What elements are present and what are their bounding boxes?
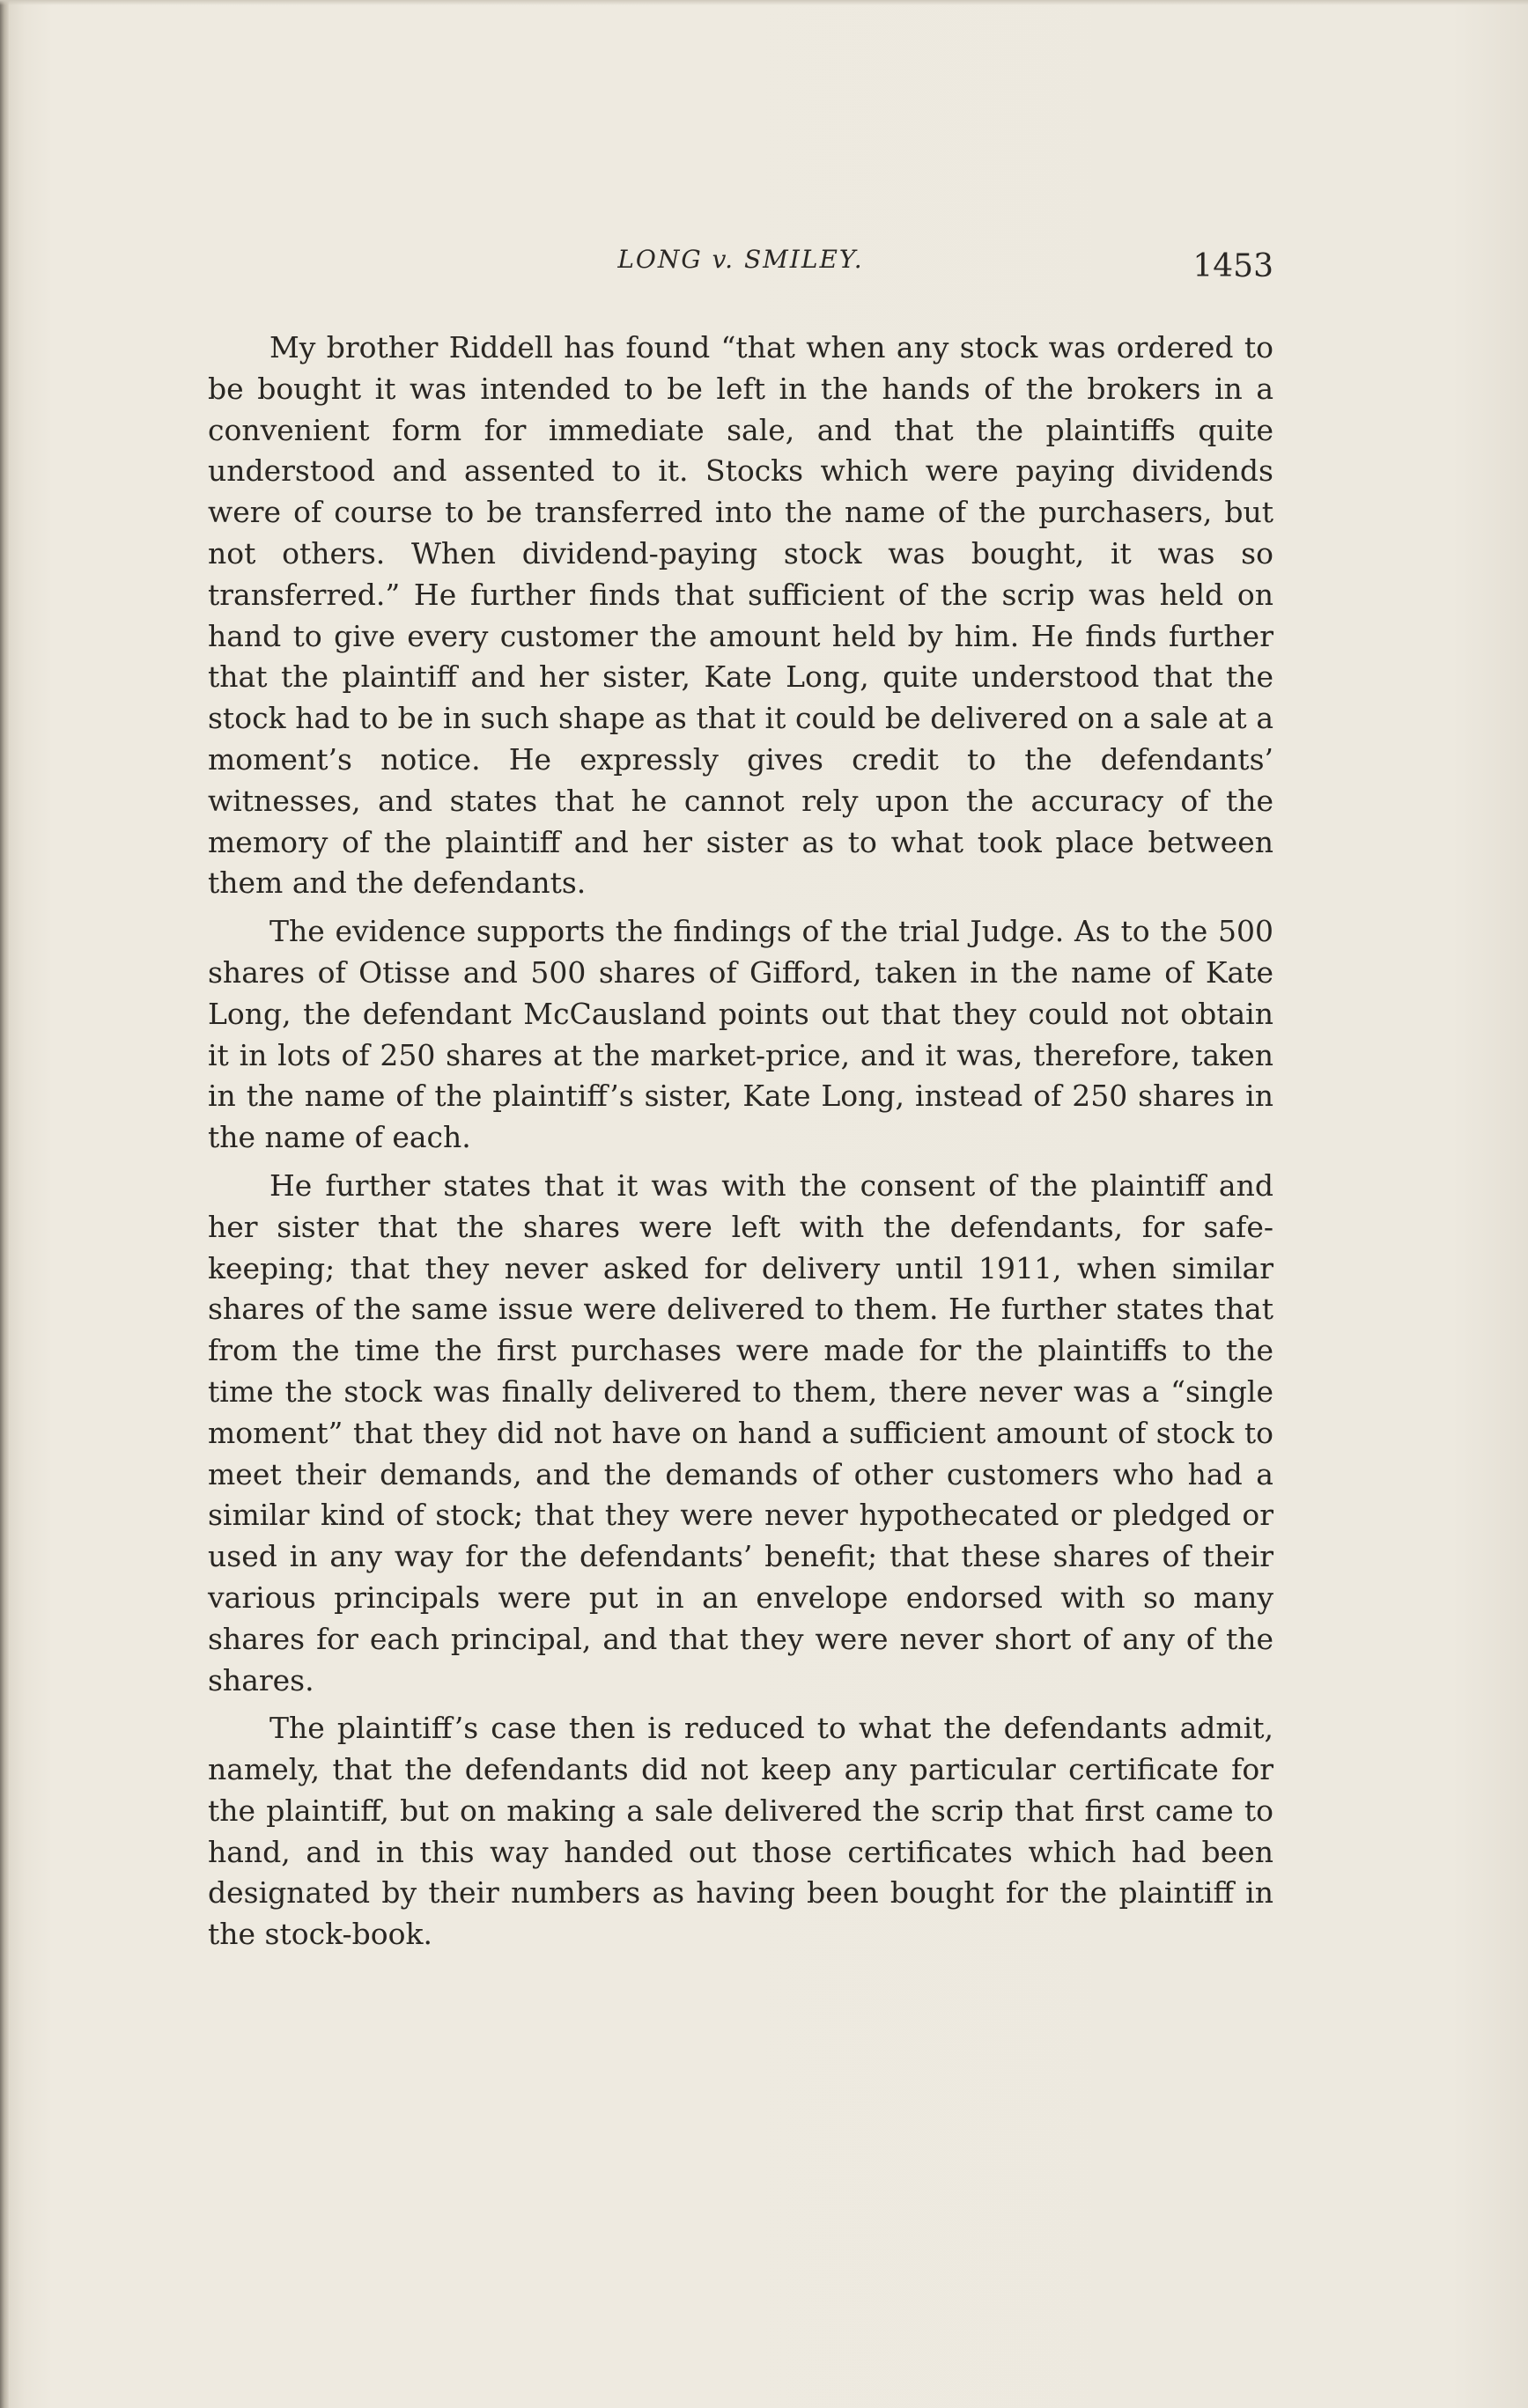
paragraph-1: My brother Riddell has found “that when any stock was ordered to be bought it was intended to be left in the hands of the brokers in a convenient form for immediate sale, and that the plaintiffs quite understood and assented to it. Stocks which were paying dividends were of course to be transferred into the name of the purchasers, but not others. When dividend-paying stock was bought, it was so transferred.” He further finds that sufficient of the scrip was held on hand to give every customer the amount held by him. He finds further that the plaintiff and her sister, Kate Long, quite understood that the stock had to be in such shape as that it could be delivered on a sale at a moment’s notice. He expressly gives credit to the defendants’ witnesses, and states that he cannot rely upon the accuracy of the memory of the plaintiff and her sister as to what took place between them and the defendants.: [208, 330, 1273, 901]
body-text: [208, 328, 1273, 1955]
paragraph-3: He further states that it was with the consent of the plaintiff and her sister that the shares were left with the defendants, for safe-keeping; that they never asked for delivery until 1911, when similar shares of the same issue were delivered to them. He further states that from the time the first purchases were made for the plaintiffs to the time the stock was finally delivered to them, there never was a “single moment” that they did not have on hand a sufficient amount of stock to meet their demands, and the demands of other customers who had a similar kind of stock; that they were never hypothecated or pledged or used in any way for the defendants’ benefit; that these shares of their various principals were put in an envelope endorsed with so many shares for each principal, and that they were never short of any of the shares.: [208, 1167, 1273, 1697]
page-number: 1453: [1192, 248, 1273, 284]
binding-edge: [0, 0, 9, 2408]
page-header: [208, 245, 1273, 298]
paragraph-2: The evidence supports the findings of the trial Judge. As to the 500 shares of Otisse and 500 shares of Gifford, taken in the name of Kate Long, the defendant McCausland points out that they could not obtain it in lots of 250 shares at the market-price, and it was, therefore, taken in the name of the plaintiff’s sister, Kate Long, instead of 250 shares in the name of each.: [208, 914, 1273, 1155]
running-head: LONG v. SMILEY.: [617, 245, 864, 274]
page-top-edge: [0, 0, 1528, 5]
paragraph-4: The plaintiff’s case then is reduced to what the defendants admit, namely, that the defendants did not keep any particular certificate for the plaintiff, but on making a sale delivered the scrip that first came to hand, and in this way handed out those certificates which had been designated by their numbers as having been bought for the plaintiff in the stock-book.: [208, 1711, 1273, 1952]
